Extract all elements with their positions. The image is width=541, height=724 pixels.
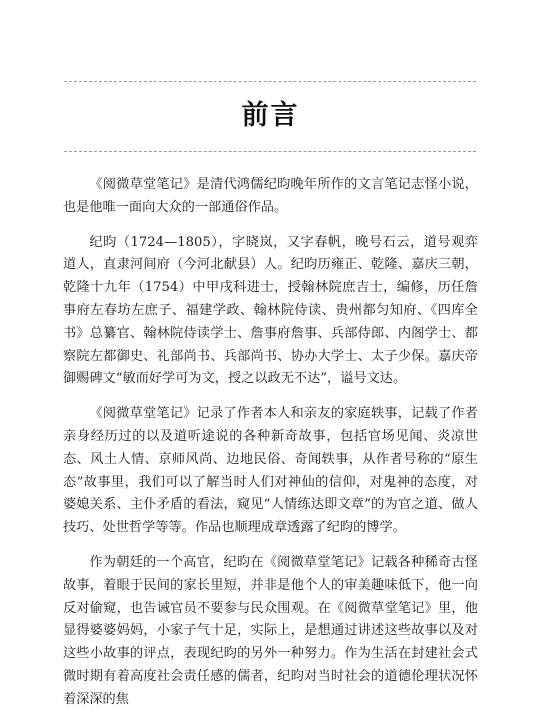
paragraph: 纪昀（1724—1805），字晓岚，又字春帆，晚号石云，道号观弈道人，直隶河间府（今河北献县）人。纪昀历雍正、乾隆、嘉庆三朝，乾隆十九年（1754）中甲戌科进士，授翰林院庶吉士，编修，历任詹事府左春坊左庶子、福建学政、翰林院侍读、贵州都匀知府、《四库全书》总纂官、翰林院侍读学士、詹事府詹事、兵部侍郎、内阁学士、都察院左都御史、礼部尚书、兵部尚书、协办大学士、太子少保。嘉庆帝御赐碑文“敏而好学可为文，授之以政无不达”，谥号文达。 bbox=[63, 234, 478, 387]
top-divider bbox=[64, 81, 476, 82]
preface-body bbox=[63, 174, 478, 724]
bottom-divider bbox=[64, 151, 476, 152]
paragraph: 《阅微草堂笔记》记录了作者本人和亲友的家庭轶事，记载了作者亲身经历过的以及道听途说的各种新奇故事，包括官场见闻、炎凉世态、风土人情、京师风尚、边地民俗、奇闻轶事，从作者号称的“原生态”故事里，我们可以了解当时人们对神仙的信仰，对鬼神的态度，对婆媳关系、主仆矛盾的看法，窥见“人情练达即文章”的为官之道、做人技巧、处世哲学等等。作品也顺理成章透露了纪昀的博学。 bbox=[63, 406, 478, 536]
page-title: 前言 bbox=[241, 100, 300, 131]
paragraph: 作为朝廷的一个高官，纪昀在《阅微草堂笔记》记载各种稀奇古怪故事，着眼于民间的家长里短，并非是他个人的审美趣味低下，他一向反对偷窥，也告诫官员不要参与民众围观。在《阅微草堂笔记》里，他显得婆婆妈妈，小家子气十足，实际上，是想通过讲述这些故事以及对这些小故事的评点，表现纪昀的另外一种努力。作为生活在封建社会式微时期有着高度社会责任感的儒者，纪昀对当时社会的道德伦理状况怀着深深的焦 bbox=[63, 554, 478, 707]
paragraph: 《阅微草堂笔记》是清代鸿儒纪昀晚年所作的文言笔记志怪小说，也是他唯一面向大众的一部通俗作品。 bbox=[63, 177, 478, 215]
